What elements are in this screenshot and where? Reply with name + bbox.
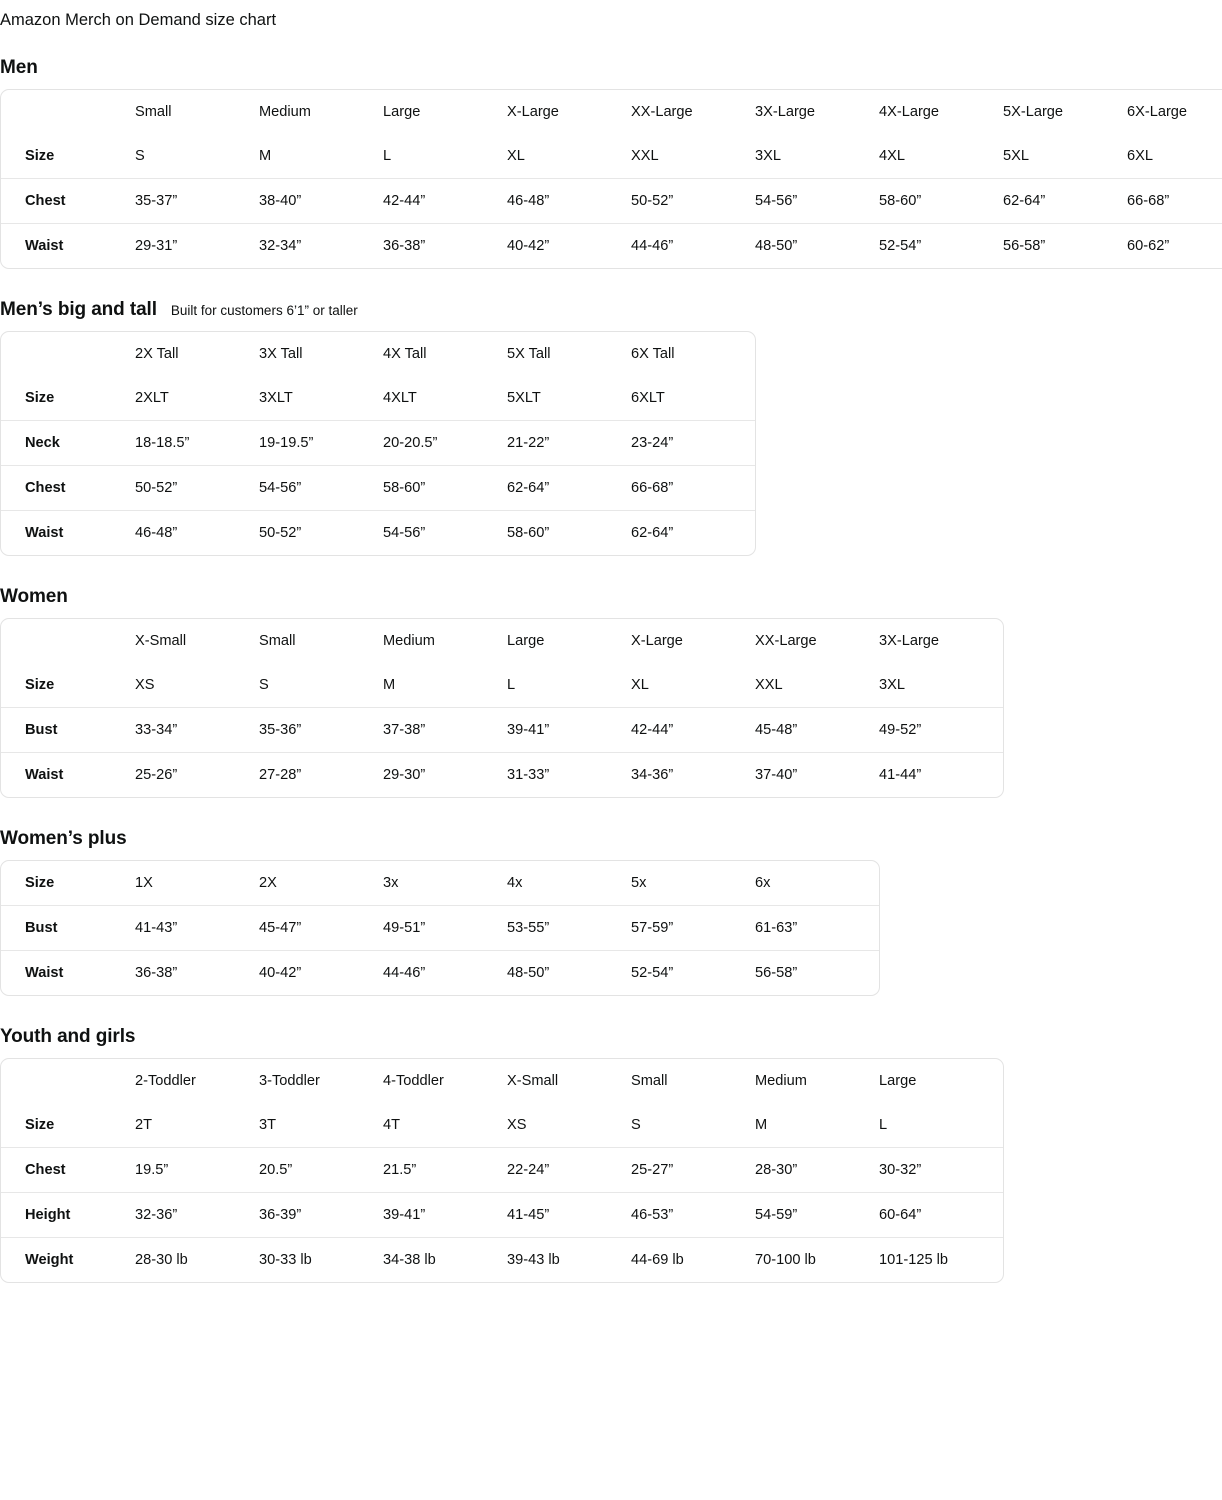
size-table-women <box>0 618 1004 798</box>
column-header: X-Small <box>507 1073 559 1090</box>
table-cell: 3XL <box>879 663 1003 708</box>
column-header: 3X Tall <box>259 346 303 363</box>
size-table-youth-and-girls <box>0 1058 1004 1283</box>
table-cell: S <box>259 663 383 708</box>
table-header-row <box>1 332 755 376</box>
column-header: X-Small <box>135 633 187 650</box>
table-cell: 30-33 lb <box>259 1252 312 1269</box>
row-header: Weight <box>25 1252 74 1269</box>
table-cell: S <box>631 1103 755 1148</box>
section-youth-and-girls <box>0 1026 1222 1283</box>
table-cell: 39-41” <box>507 708 631 753</box>
section-mens-big-and-tall <box>0 299 1222 556</box>
table-cell: 66-68” <box>631 466 755 511</box>
table-cell: 48-50” <box>507 965 550 982</box>
table-cell: 6XL <box>1127 134 1222 179</box>
table-header-row <box>1 619 1003 663</box>
column-header: Large <box>507 633 545 650</box>
table-corner-cell <box>1 619 135 663</box>
table-cell: 42-44” <box>631 708 755 753</box>
table-row <box>1 1238 1003 1282</box>
table-cell: XXL <box>755 663 879 708</box>
column-header: 3X-Large <box>879 633 940 650</box>
table-cell: 5XL <box>1003 134 1127 179</box>
table-cell: 44-69 lb <box>631 1252 684 1269</box>
table-cell: 21-22” <box>507 421 631 466</box>
table-cell: 29-31” <box>135 238 178 255</box>
table-cell: 32-34” <box>259 238 302 255</box>
table-cell: 3XL <box>755 134 879 179</box>
table-cell: 4T <box>383 1103 507 1148</box>
column-header: Large <box>879 1073 917 1090</box>
row-header: Height <box>1 1193 135 1238</box>
table-cell: 61-63” <box>755 906 879 951</box>
table-row <box>1 179 1222 224</box>
table-cell: 4XLT <box>383 376 507 421</box>
section-title: Men <box>0 57 38 79</box>
table-cell: 28-30 lb <box>135 1252 188 1269</box>
column-header: XX-Large <box>755 633 817 650</box>
column-header: 4X Tall <box>383 346 427 363</box>
row-header: Chest <box>1 179 135 224</box>
table-cell: 32-36” <box>135 1193 259 1238</box>
table-row <box>1 1193 1003 1238</box>
table-cell: 62-64” <box>507 466 631 511</box>
table-cell: 39-41” <box>383 1193 507 1238</box>
section-men <box>0 57 1222 269</box>
table-cell: M <box>383 663 507 708</box>
table-header-row <box>1 1059 1003 1103</box>
section-title: Women’s plus <box>0 828 127 850</box>
table-cell: 45-47” <box>259 906 383 951</box>
table-cell: 54-56” <box>755 179 879 224</box>
table-cell: 66-68” <box>1127 179 1222 224</box>
column-header: 2X Tall <box>135 346 179 363</box>
table-cell: 2X <box>259 861 383 906</box>
table-cell: M <box>755 1103 879 1148</box>
table-cell: 35-37” <box>135 179 259 224</box>
table-row <box>1 466 755 511</box>
table-row <box>1 421 755 466</box>
table-cell: 49-51” <box>383 906 507 951</box>
row-header: Neck <box>1 421 135 466</box>
table-cell: 45-48” <box>755 708 879 753</box>
table-cell: 54-56” <box>383 525 426 542</box>
table-cell: 1X <box>135 861 259 906</box>
table-row <box>1 663 1003 708</box>
section-title: Youth and girls <box>0 1026 136 1048</box>
section-title: Men’s big and tall <box>0 299 157 321</box>
table-cell: 46-48” <box>135 525 178 542</box>
row-header: Waist <box>25 965 64 982</box>
column-header: Small <box>631 1073 668 1090</box>
table-cell: 60-62” <box>1127 238 1170 255</box>
section-header-mens-big-and-tall <box>0 299 1222 321</box>
table-cell: 35-36” <box>259 708 383 753</box>
section-title: Women <box>0 586 68 608</box>
sections-container <box>0 57 1222 1283</box>
table-cell: 46-53” <box>631 1193 755 1238</box>
table-cell: XS <box>507 1103 631 1148</box>
table-row <box>1 861 879 906</box>
table-cell: 20.5” <box>259 1148 383 1193</box>
table-cell: 5XLT <box>507 376 631 421</box>
section-header-women <box>0 586 1222 608</box>
table-cell: XS <box>135 663 259 708</box>
section-womens-plus <box>0 828 1222 996</box>
size-table-womens-plus <box>0 860 880 996</box>
table-cell: 41-45” <box>507 1193 631 1238</box>
table-cell: 54-56” <box>259 466 383 511</box>
table-cell: 20-20.5” <box>383 421 507 466</box>
table-cell: 28-30” <box>755 1148 879 1193</box>
column-header: 3-Toddler <box>259 1073 320 1090</box>
table-cell: 40-42” <box>259 965 302 982</box>
table-cell: 25-27” <box>631 1148 755 1193</box>
column-header: XX-Large <box>631 104 693 121</box>
column-header: X-Large <box>507 104 559 121</box>
size-table-men <box>0 89 1222 269</box>
table-cell: 40-42” <box>507 238 550 255</box>
table-cell: 41-44” <box>879 767 922 784</box>
table-cell: 37-38” <box>383 708 507 753</box>
table-cell: 3T <box>259 1103 383 1148</box>
row-header: Chest <box>1 466 135 511</box>
table-cell: 62-64” <box>1003 179 1127 224</box>
table-cell: M <box>259 134 383 179</box>
table-cell: 31-33” <box>507 767 550 784</box>
table-cell: 57-59” <box>631 906 755 951</box>
table-row <box>1 1103 1003 1148</box>
section-header-womens-plus <box>0 828 1222 850</box>
column-header: Medium <box>259 104 311 121</box>
table-cell: 39-43 lb <box>507 1252 560 1269</box>
table-cell: 19-19.5” <box>259 421 383 466</box>
section-header-men <box>0 57 1222 79</box>
row-header: Size <box>1 663 135 708</box>
table-cell: 34-36” <box>631 767 674 784</box>
page-title: Amazon Merch on Demand size chart <box>0 11 277 29</box>
table-cell: 18-18.5” <box>135 421 259 466</box>
table-row <box>1 753 1003 797</box>
table-cell: 38-40” <box>259 179 383 224</box>
table-cell: L <box>383 134 507 179</box>
column-header: 4X-Large <box>879 104 940 121</box>
size-table-mens-big-and-tall <box>0 331 756 556</box>
table-cell: L <box>507 663 631 708</box>
table-cell: 56-58” <box>755 965 798 982</box>
table-cell: 4XL <box>879 134 1003 179</box>
table-cell: 3x <box>383 861 507 906</box>
section-women <box>0 586 1222 798</box>
row-header: Chest <box>1 1148 135 1193</box>
column-header: 5X-Large <box>1003 104 1064 121</box>
table-cell: 5x <box>631 861 755 906</box>
column-header: 6X Tall <box>631 346 675 363</box>
row-header: Bust <box>1 708 135 753</box>
table-cell: 54-59” <box>755 1193 879 1238</box>
table-cell: 29-30” <box>383 767 426 784</box>
table-cell: 58-60” <box>383 466 507 511</box>
table-cell: 41-43” <box>135 906 259 951</box>
table-cell: 53-55” <box>507 906 631 951</box>
table-cell: 58-60” <box>507 525 550 542</box>
table-cell: 6XLT <box>631 376 755 421</box>
table-row <box>1 376 755 421</box>
table-cell: 49-52” <box>879 708 1003 753</box>
table-cell: 46-48” <box>507 179 631 224</box>
column-header: Medium <box>755 1073 807 1090</box>
table-cell: 2T <box>135 1103 259 1148</box>
table-cell: 101-125 lb <box>879 1252 948 1269</box>
table-cell: 62-64” <box>631 525 674 542</box>
table-cell: 50-52” <box>631 179 755 224</box>
table-corner-cell <box>1 1059 135 1103</box>
row-header: Bust <box>1 906 135 951</box>
table-row <box>1 906 879 951</box>
column-header: Small <box>135 104 172 121</box>
row-header: Size <box>1 376 135 421</box>
table-cell: 34-38 lb <box>383 1252 436 1269</box>
row-header: Size <box>1 134 135 179</box>
table-cell: 33-34” <box>135 708 259 753</box>
table-cell: 58-60” <box>879 179 1003 224</box>
column-header: X-Large <box>631 633 683 650</box>
table-corner-cell <box>1 332 135 376</box>
column-header: Medium <box>383 633 435 650</box>
table-cell: 52-54” <box>879 238 922 255</box>
table-corner-cell <box>1 90 135 134</box>
table-cell: 44-46” <box>383 965 426 982</box>
table-cell: 36-38” <box>135 965 178 982</box>
table-cell: 25-26” <box>135 767 178 784</box>
table-cell: 23-24” <box>631 421 755 466</box>
table-cell: 52-54” <box>631 965 674 982</box>
table-cell: 42-44” <box>383 179 507 224</box>
row-header: Waist <box>25 767 64 784</box>
section-note: Built for customers 6’1” or taller <box>170 303 358 319</box>
table-cell: XL <box>631 663 755 708</box>
table-row <box>1 511 755 555</box>
column-header: Large <box>383 104 421 121</box>
table-cell: 4x <box>507 861 631 906</box>
column-header: 4-Toddler <box>383 1073 444 1090</box>
table-cell: 56-58” <box>1003 238 1046 255</box>
table-cell: 19.5” <box>135 1148 259 1193</box>
table-row <box>1 951 879 995</box>
table-cell: 70-100 lb <box>755 1252 816 1269</box>
row-header: Waist <box>25 525 64 542</box>
table-row <box>1 1148 1003 1193</box>
table-cell: S <box>135 134 259 179</box>
table-cell: 30-32” <box>879 1148 1003 1193</box>
table-header-row <box>1 90 1222 134</box>
column-header: 6X-Large <box>1127 104 1188 121</box>
table-cell: 37-40” <box>755 767 798 784</box>
table-cell: 36-38” <box>383 238 426 255</box>
table-cell: XXL <box>631 134 755 179</box>
table-cell: 48-50” <box>755 238 798 255</box>
table-cell: 22-24” <box>507 1148 631 1193</box>
section-header-youth-and-girls <box>0 1026 1222 1048</box>
row-header: Waist <box>25 238 64 255</box>
table-cell: 21.5” <box>383 1148 507 1193</box>
table-cell: 60-64” <box>879 1193 1003 1238</box>
table-cell: 36-39” <box>259 1193 383 1238</box>
column-header: 3X-Large <box>755 104 816 121</box>
table-row <box>1 224 1222 268</box>
row-header: Size <box>1 1103 135 1148</box>
column-header: 5X Tall <box>507 346 551 363</box>
table-cell: 44-46” <box>631 238 674 255</box>
table-cell: 50-52” <box>259 525 302 542</box>
table-cell: L <box>879 1103 1003 1148</box>
table-row <box>1 708 1003 753</box>
table-cell: XL <box>507 134 631 179</box>
column-header: 2-Toddler <box>135 1073 196 1090</box>
table-cell: 27-28” <box>259 767 302 784</box>
table-cell: 6x <box>755 861 879 906</box>
column-header: Small <box>259 633 296 650</box>
table-cell: 3XLT <box>259 376 383 421</box>
table-row <box>1 134 1222 179</box>
table-cell: 2XLT <box>135 376 259 421</box>
row-header: Size <box>1 861 135 906</box>
table-cell: 50-52” <box>135 466 259 511</box>
